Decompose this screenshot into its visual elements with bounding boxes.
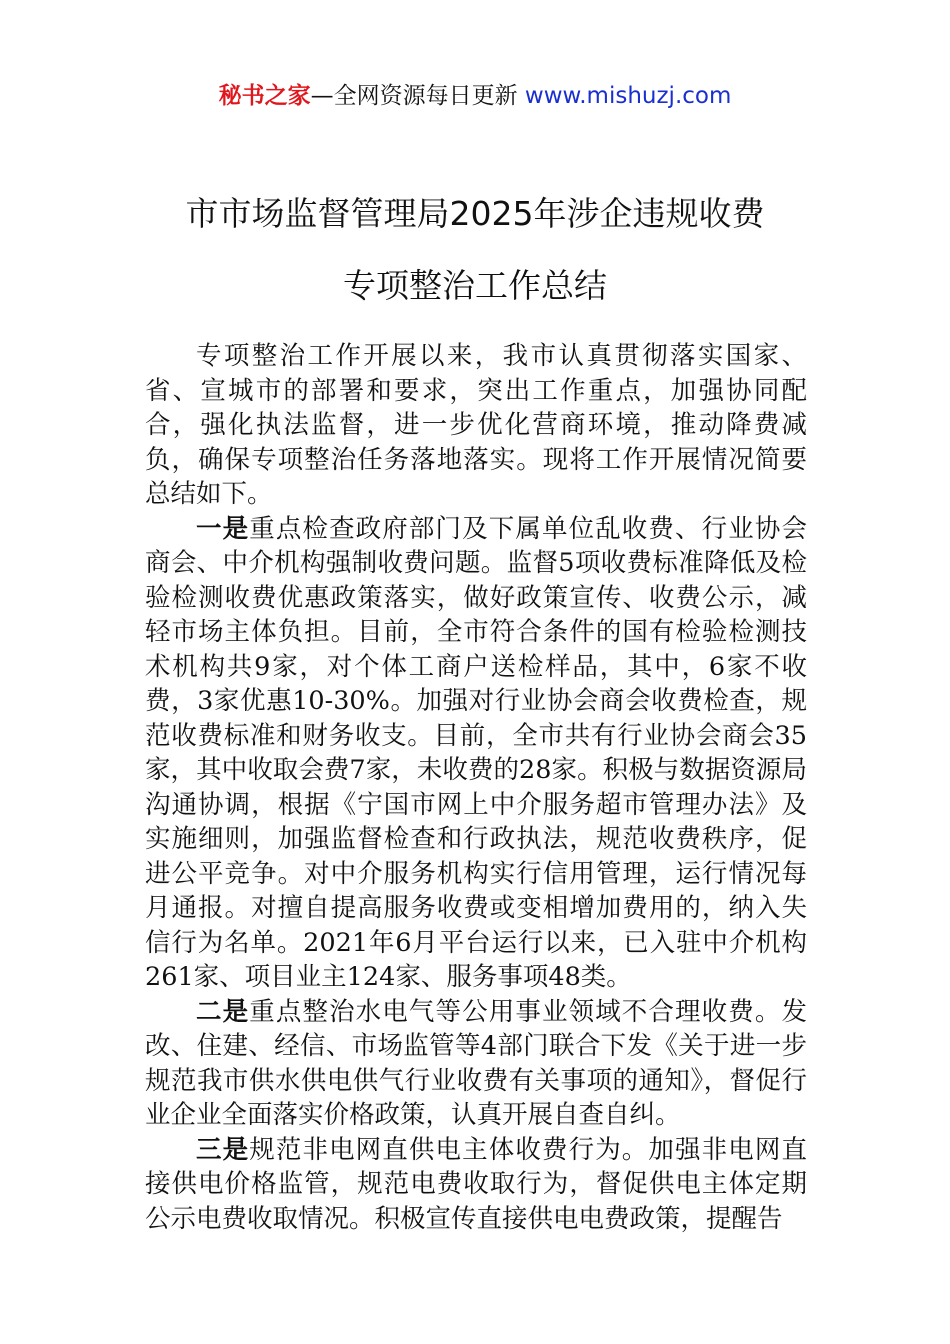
section-paragraph-3 (145, 1133, 807, 1237)
section-text: 重点检查政府部门及下属单位乱收费、行业协会商会、中介机构强制收费问题。监督5项收费标准降低及检验检测收费优惠政策落实，做好政策宣传、收费公示，减轻市场主体负担。目前，全市符合条件的国有检验检测技术机构共9家，对个体工商户送检样品，其中，6家不收费，3家优惠10-30%。加强对行业协会商会收费检查，规范收费标准和财务收支。目前，全市共有行业协会商会35家，其中收取会费7家，未收费的28家。积极与数据资源局沟通协调，根据《宁国市网上中介服务超市管理办法》及实施细则，加强监督检查和行政执法，规范收费秩序，促进公平竞争。对中介服务机构实行信用管理，运行情况每月通报。对擅自提高服务收费或变相增加费用的，纳入失信行为名单。2021年6月平台运行以来，已入驻中介机构261家、项目业主124家、服务事项48类。 (145, 513, 807, 992)
section-text: 重点整治水电气等公用事业领域不合理收费。发改、住建、经信、市场监管等4部门联合下发《关于进一步规范我市供水供电供气行业收费有关事项的通知》，督促行业企业全面落实价格政策，认真开展自查自纠。 (145, 996, 807, 1130)
section-paragraph-2 (145, 995, 807, 1133)
intro-paragraph: 专项整治工作开展以来，我市认真贯彻落实国家、省、宣城市的部署和要求，突出工作重点，加强协同配合，强化执法监督，进一步优化营商环境，推动降费减负，确保专项整治任务落地落实。现将工作开展情况简要总结如下。 (145, 341, 807, 509)
document-title (0, 178, 950, 322)
section-text: 规范非电网直供电主体收费行为。加强非电网直接供电价格监管，规范电费收取行为，督促供电主体定期公示电费收取情况。积极宣传直接供电电费政策，提醒告 (145, 1134, 807, 1234)
title-line-2: 专项整治工作总结 (343, 266, 607, 305)
brand-name: 秘书之家 (218, 83, 311, 109)
section-lead: 二是 (196, 996, 250, 1027)
header-tagline: —全网资源每日更新 (310, 83, 525, 109)
site-header (0, 80, 950, 112)
section-paragraph-1 (145, 512, 807, 995)
section-lead: 一是 (196, 513, 250, 544)
document-body (145, 339, 807, 1236)
section-lead: 三是 (196, 1134, 250, 1165)
title-line-1: 市市场监督管理局2025年涉企违规收费 (185, 194, 765, 233)
site-url-link[interactable]: www.mishuzj.com (524, 83, 732, 109)
